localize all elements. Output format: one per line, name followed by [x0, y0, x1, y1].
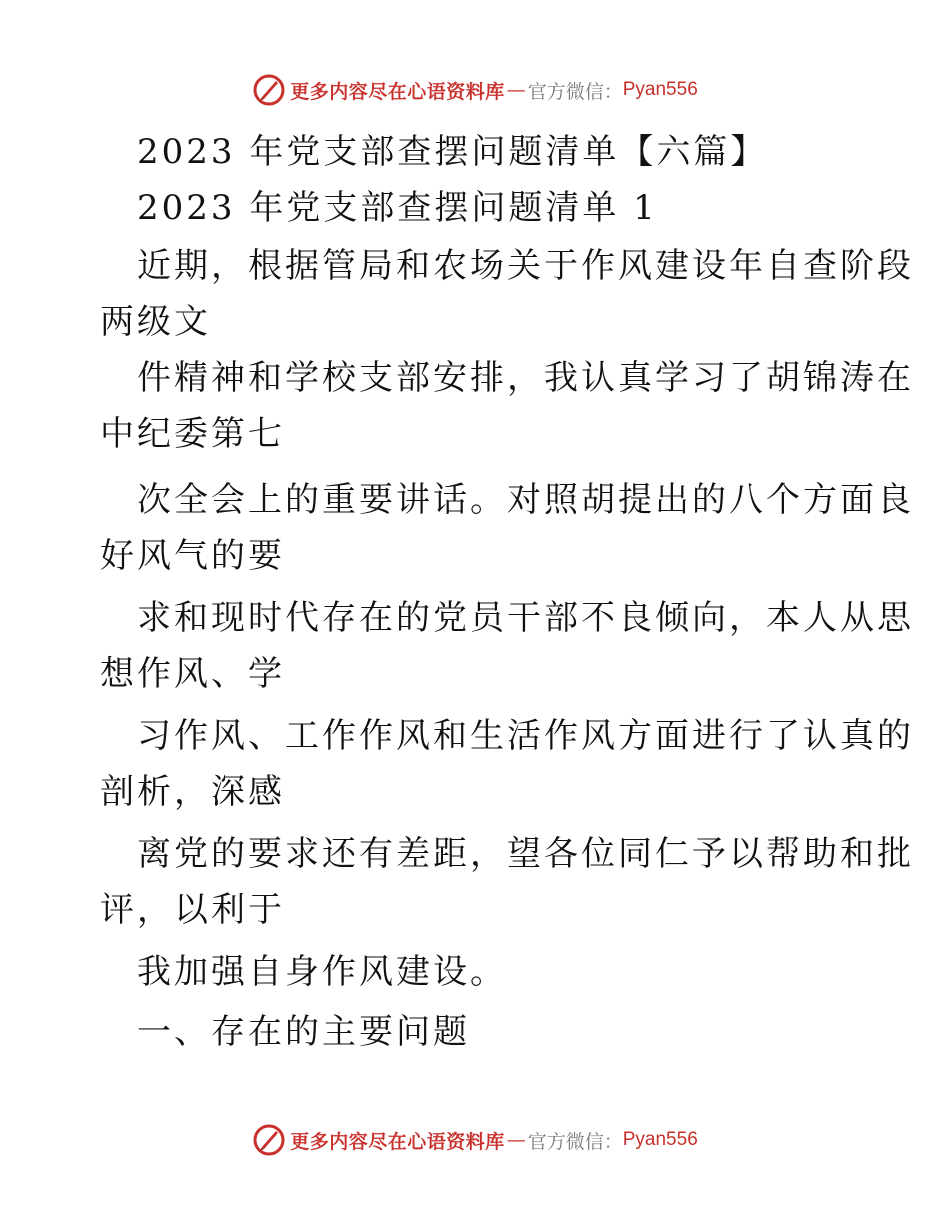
paragraph-line: 离党的要求还有差距，望各位同仁予以帮助和批 — [137, 834, 914, 874]
banner-dash: — — [506, 79, 526, 101]
paragraph-line: 件精神和学校支部安排，我认真学习了胡锦涛在 — [137, 358, 914, 398]
quill-pen-logo-icon — [252, 73, 286, 107]
section-heading: 一、存在的主要问题 — [137, 1012, 470, 1052]
paragraph-line: 次全会上的重要讲话。对照胡提出的八个方面良 — [137, 480, 914, 520]
site-name: 更多内容尽在心语资料库 — [290, 80, 505, 103]
paragraph-line: 中纪委第七 — [100, 414, 285, 454]
official-wechat-label: 官方微信： — [527, 80, 623, 103]
document-title: 2023 年党支部查摆问题清单【六篇】 — [137, 132, 768, 172]
site-name: 更多内容尽在心语资料库 — [290, 1130, 505, 1153]
paragraph-line: 求和现时代存在的党员干部不良倾向，本人从思 — [137, 598, 914, 638]
paragraph-line: 近期，根据管局和农场关于作风建设年自查阶段 — [137, 246, 914, 286]
wechat-id: Pyan556 — [622, 79, 698, 100]
footer-banner — [0, 1120, 950, 1160]
paragraph-line: 评，以利于 — [100, 890, 285, 930]
header-banner — [0, 70, 950, 110]
quill-pen-logo-icon — [252, 1123, 286, 1157]
paragraph-line: 习作风、工作作风和生活作风方面进行了认真的 — [137, 716, 914, 756]
banner-dash: — — [506, 1129, 526, 1151]
paragraph-line: 剖析，深感 — [100, 772, 285, 812]
wechat-id: Pyan556 — [622, 1129, 698, 1150]
official-wechat-label: 官方微信： — [527, 1130, 623, 1153]
paragraph-line: 两级文 — [100, 302, 211, 342]
paragraph-line: 我加强自身作风建设。 — [137, 952, 507, 992]
paragraph-line: 想作风、学 — [100, 654, 285, 694]
paragraph-line: 好风气的要 — [100, 536, 285, 576]
document-subtitle: 2023 年党支部查摆问题清单 1 — [137, 188, 658, 228]
